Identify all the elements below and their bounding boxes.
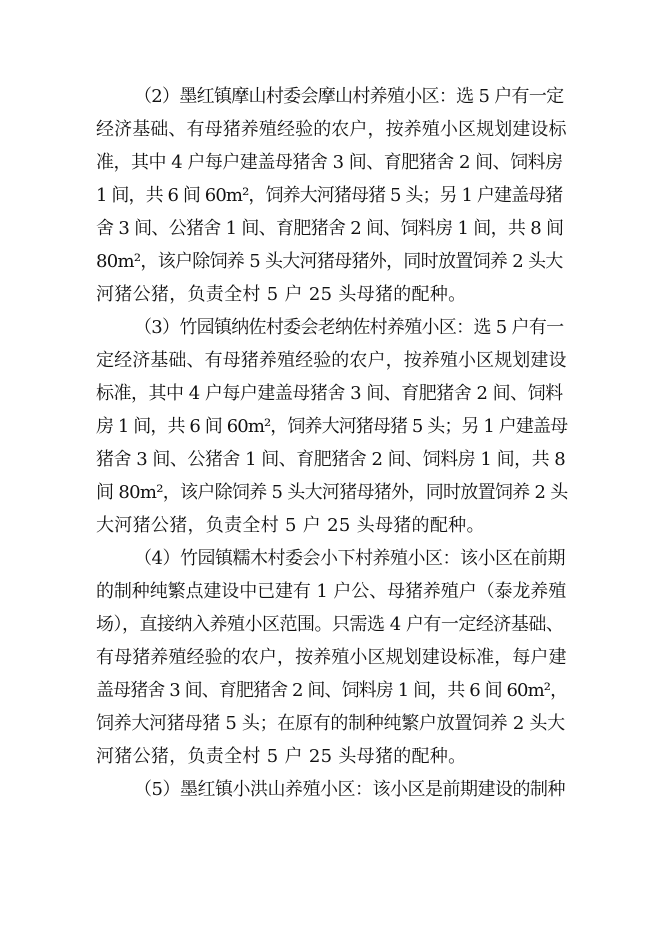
- text-line: 猪舍 3 间、公猪舍 1 间、育肥猪舍 2 间、饲料房 1 间，共 8: [96, 449, 566, 470]
- text-line: 经济基础、有母猪养殖经验的农户，按养殖小区规划建设标: [96, 119, 567, 140]
- text-line: 间 80m²，该户除饲养 5 头大河猪母猪外，同时放置饲养 2 头: [96, 482, 568, 503]
- text-line: （4）竹园镇糯木村委会小下村养殖小区：该小区在前期: [134, 548, 565, 569]
- text-line: 饲养大河猪母猪 5 头；在原有的制种纯繁户放置饲养 2 头大: [96, 713, 565, 734]
- text-line: （2）墨红镇摩山村委会摩山村养殖小区：选 5 户有一定: [134, 86, 564, 107]
- text-line: 舍 3 间、公猪舍 1 间、育肥猪舍 2 间、饲料房 1 间，共 8 间: [96, 218, 564, 239]
- text-line: 房 1 间，共 6 间 60m²，饲养大河猪母猪 5 头；另 1 户建盖母: [96, 416, 568, 437]
- text-line: 河猪公猪，负责全村 5 户 25 头母猪的配种。: [96, 284, 467, 305]
- text-line: 有母猪养殖经验的农户，按养殖小区规划建设标准，每户建: [96, 647, 567, 668]
- text-line: 大河猪公猪，负责全村 5 户 25 头母猪的配种。: [96, 515, 485, 536]
- text-line: 定经济基础、有母猪养殖经验的农户，按养殖小区规划建设: [96, 350, 567, 371]
- document-body: [96, 80, 568, 806]
- text-line: 场），直接纳入养殖小区范围。只需选 4 户有一定经济基础、: [96, 614, 564, 635]
- text-line: 准，其中 4 户每户建盖母猪舍 3 间、育肥猪舍 2 间、饲料房: [96, 152, 563, 173]
- text-line: 1 间，共 6 间 60m²，饲养大河猪母猪 5 头；另 1 户建盖母猪: [96, 185, 563, 206]
- paragraph-2: [96, 311, 568, 542]
- text-line: （5）墨红镇小洪山养殖小区：该小区是前期建设的制种: [134, 779, 565, 800]
- paragraph-1: [96, 80, 568, 311]
- text-line: 标准，其中 4 户每户建盖母猪舍 3 间、育肥猪舍 2 间、饲料: [96, 383, 563, 404]
- text-line: 80m²，该户除饲养 5 头大河猪母猪外，同时放置饲养 2 头大: [96, 251, 563, 272]
- paragraph-3: [96, 542, 568, 773]
- text-line: 盖母猪舍 3 间、育肥猪舍 2 间、饲料房 1 间，共 6 间 60m²，: [96, 680, 568, 701]
- text-line: 河猪公猪，负责全村 5 户 25 头母猪的配种。: [96, 746, 467, 767]
- paragraph-4: [96, 773, 568, 806]
- text-line: （3）竹园镇纳佐村委会老纳佐村养殖小区：选 5 户有一: [134, 317, 564, 338]
- text-line: 的制种纯繁点建设中已建有 1 户公、母猪养殖户（泰龙养殖: [96, 581, 567, 602]
